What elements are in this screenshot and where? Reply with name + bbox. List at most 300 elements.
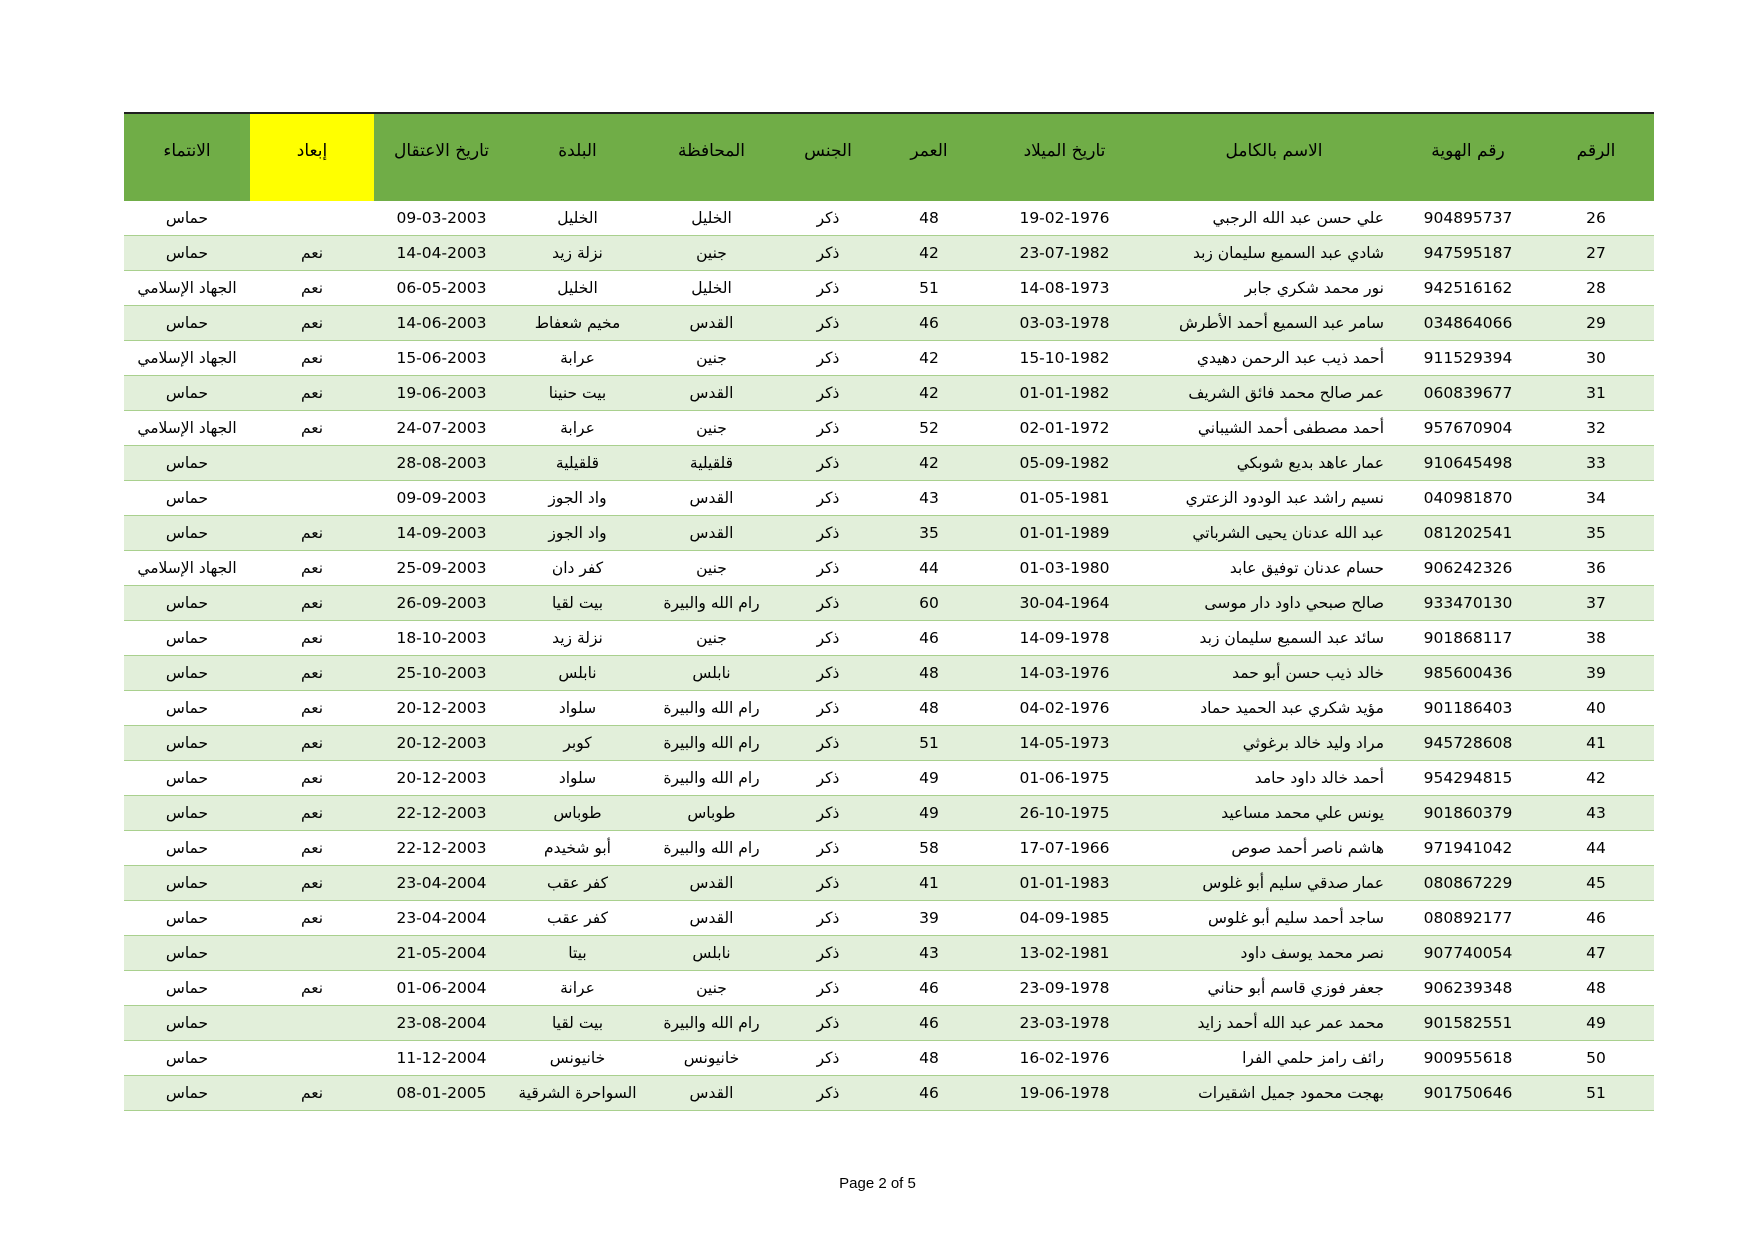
cell-arrest-date: 22-12-2003 <box>374 831 509 866</box>
table-row <box>124 376 1654 411</box>
cell-arrest-date: 24-07-2003 <box>374 411 509 446</box>
cell-age: 51 <box>879 726 979 761</box>
cell-id-number: 907740054 <box>1398 936 1538 971</box>
cell-birth-date: 26-10-1975 <box>979 796 1150 831</box>
cell-gender: ذكر <box>777 796 879 831</box>
cell-id-number: 957670904 <box>1398 411 1538 446</box>
cell-full-name: جعفر فوزي قاسم أبو حناني <box>1150 971 1398 1006</box>
cell-gender: ذكر <box>777 551 879 586</box>
cell-affiliation: حماس <box>124 971 250 1006</box>
cell-governorate: خانيونس <box>646 1041 777 1076</box>
cell-affiliation: حماس <box>124 691 250 726</box>
table-row <box>124 1076 1654 1111</box>
cell-deportation: نعم <box>250 271 374 306</box>
cell-id-number: 901868117 <box>1398 621 1538 656</box>
cell-full-name: أحمد ذيب عبد الرحمن دهيدي <box>1150 341 1398 376</box>
cell-full-name: عمار عاهد بديع شوبكي <box>1150 446 1398 481</box>
cell-id-number: 901186403 <box>1398 691 1538 726</box>
cell-deportation: نعم <box>250 551 374 586</box>
cell-governorate: القدس <box>646 481 777 516</box>
table-row <box>124 656 1654 691</box>
cell-full-name: مؤيد شكري عبد الحميد حماد <box>1150 691 1398 726</box>
cell-number: 30 <box>1538 341 1654 376</box>
cell-affiliation: الجهاد الإسلامي <box>124 341 250 376</box>
cell-birth-date: 14-03-1976 <box>979 656 1150 691</box>
cell-deportation: نعم <box>250 691 374 726</box>
cell-governorate: الخليل <box>646 271 777 306</box>
cell-gender: ذكر <box>777 831 879 866</box>
cell-arrest-date: 26-09-2003 <box>374 586 509 621</box>
cell-town: أبو شخيدم <box>509 831 646 866</box>
cell-gender: ذكر <box>777 1006 879 1041</box>
cell-governorate: القدس <box>646 306 777 341</box>
cell-deportation: نعم <box>250 796 374 831</box>
cell-id-number: 080892177 <box>1398 901 1538 936</box>
cell-age: 46 <box>879 621 979 656</box>
cell-arrest-date: 23-08-2004 <box>374 1006 509 1041</box>
cell-id-number: 080867229 <box>1398 866 1538 901</box>
cell-full-name: شادي عبد السميع سليمان زبد <box>1150 236 1398 271</box>
cell-age: 42 <box>879 446 979 481</box>
cell-arrest-date: 25-10-2003 <box>374 656 509 691</box>
cell-birth-date: 05-09-1982 <box>979 446 1150 481</box>
cell-age: 42 <box>879 341 979 376</box>
cell-arrest-date: 01-06-2004 <box>374 971 509 1006</box>
cell-deportation <box>250 201 374 236</box>
cell-age: 48 <box>879 691 979 726</box>
page-number-label: Page 2 of 5 <box>839 1175 916 1192</box>
cell-birth-date: 01-03-1980 <box>979 551 1150 586</box>
cell-gender: ذكر <box>777 936 879 971</box>
cell-birth-date: 01-01-1983 <box>979 866 1150 901</box>
cell-arrest-date: 19-06-2003 <box>374 376 509 411</box>
cell-town: عرابة <box>509 341 646 376</box>
cell-deportation: نعم <box>250 901 374 936</box>
cell-gender: ذكر <box>777 446 879 481</box>
cell-age: 39 <box>879 901 979 936</box>
cell-age: 49 <box>879 761 979 796</box>
cell-birth-date: 14-08-1973 <box>979 271 1150 306</box>
cell-arrest-date: 11-12-2004 <box>374 1041 509 1076</box>
cell-id-number: 901860379 <box>1398 796 1538 831</box>
cell-birth-date: 23-09-1978 <box>979 971 1150 1006</box>
cell-governorate: رام الله والبيرة <box>646 1006 777 1041</box>
cell-age: 42 <box>879 376 979 411</box>
cell-town: مخيم شعفاط <box>509 306 646 341</box>
cell-number: 44 <box>1538 831 1654 866</box>
cell-town: قلقيلية <box>509 446 646 481</box>
header-number: الرقم <box>1538 113 1654 201</box>
cell-full-name: أحمد خالد داود حامد <box>1150 761 1398 796</box>
cell-deportation <box>250 1006 374 1041</box>
cell-age: 51 <box>879 271 979 306</box>
cell-affiliation: حماس <box>124 1006 250 1041</box>
cell-age: 58 <box>879 831 979 866</box>
cell-governorate: جنين <box>646 971 777 1006</box>
cell-affiliation: الجهاد الإسلامي <box>124 411 250 446</box>
header-arrest-date: تاريخ الاعتقال <box>374 113 509 201</box>
cell-town: خانيونس <box>509 1041 646 1076</box>
cell-id-number: 933470130 <box>1398 586 1538 621</box>
cell-id-number: 985600436 <box>1398 656 1538 691</box>
cell-birth-date: 01-05-1981 <box>979 481 1150 516</box>
cell-gender: ذكر <box>777 201 879 236</box>
cell-governorate: القدس <box>646 376 777 411</box>
cell-town: واد الجوز <box>509 481 646 516</box>
cell-number: 47 <box>1538 936 1654 971</box>
table-row <box>124 1041 1654 1076</box>
cell-town: كفر عقب <box>509 901 646 936</box>
cell-birth-date: 23-03-1978 <box>979 1006 1150 1041</box>
cell-birth-date: 15-10-1982 <box>979 341 1150 376</box>
cell-deportation: نعم <box>250 1076 374 1111</box>
cell-id-number: 906239348 <box>1398 971 1538 1006</box>
cell-affiliation: حماس <box>124 796 250 831</box>
cell-number: 35 <box>1538 516 1654 551</box>
cell-affiliation: حماس <box>124 726 250 761</box>
cell-arrest-date: 20-12-2003 <box>374 761 509 796</box>
page-footer <box>0 1175 1755 1192</box>
cell-deportation: نعم <box>250 236 374 271</box>
cell-birth-date: 14-05-1973 <box>979 726 1150 761</box>
cell-town: سلواد <box>509 691 646 726</box>
cell-affiliation: حماس <box>124 306 250 341</box>
cell-age: 42 <box>879 236 979 271</box>
cell-arrest-date: 06-05-2003 <box>374 271 509 306</box>
cell-affiliation: حماس <box>124 831 250 866</box>
header-deportation: إبعاد <box>250 113 374 201</box>
table-row <box>124 446 1654 481</box>
cell-age: 49 <box>879 796 979 831</box>
cell-number: 28 <box>1538 271 1654 306</box>
cell-deportation: نعم <box>250 341 374 376</box>
cell-arrest-date: 23-04-2004 <box>374 866 509 901</box>
cell-gender: ذكر <box>777 516 879 551</box>
cell-full-name: نسيم راشد عبد الودود الزعتري <box>1150 481 1398 516</box>
cell-town: بيت لقيا <box>509 586 646 621</box>
cell-deportation <box>250 446 374 481</box>
cell-gender: ذكر <box>777 761 879 796</box>
cell-governorate: القدس <box>646 866 777 901</box>
cell-birth-date: 02-01-1972 <box>979 411 1150 446</box>
cell-id-number: 942516162 <box>1398 271 1538 306</box>
cell-number: 40 <box>1538 691 1654 726</box>
cell-governorate: رام الله والبيرة <box>646 691 777 726</box>
cell-full-name: سامر عبد السميع أحمد الأطرش <box>1150 306 1398 341</box>
cell-affiliation: حماس <box>124 481 250 516</box>
cell-age: 48 <box>879 1041 979 1076</box>
cell-governorate: القدس <box>646 1076 777 1111</box>
cell-gender: ذكر <box>777 866 879 901</box>
cell-id-number: 906242326 <box>1398 551 1538 586</box>
cell-town: نزلة زيد <box>509 236 646 271</box>
cell-arrest-date: 09-09-2003 <box>374 481 509 516</box>
cell-deportation: نعم <box>250 831 374 866</box>
cell-arrest-date: 20-12-2003 <box>374 726 509 761</box>
table-row <box>124 341 1654 376</box>
cell-gender: ذكر <box>777 586 879 621</box>
cell-number: 45 <box>1538 866 1654 901</box>
cell-affiliation: الجهاد الإسلامي <box>124 271 250 306</box>
cell-age: 48 <box>879 201 979 236</box>
cell-arrest-date: 14-09-2003 <box>374 516 509 551</box>
cell-gender: ذكر <box>777 1076 879 1111</box>
cell-gender: ذكر <box>777 306 879 341</box>
cell-town: طوباس <box>509 796 646 831</box>
table-row <box>124 691 1654 726</box>
cell-deportation: نعم <box>250 761 374 796</box>
cell-town: الخليل <box>509 271 646 306</box>
cell-arrest-date: 18-10-2003 <box>374 621 509 656</box>
cell-affiliation: الجهاد الإسلامي <box>124 551 250 586</box>
cell-age: 43 <box>879 936 979 971</box>
cell-deportation <box>250 1041 374 1076</box>
cell-arrest-date: 22-12-2003 <box>374 796 509 831</box>
table-row <box>124 761 1654 796</box>
header-age: العمر <box>879 113 979 201</box>
cell-number: 51 <box>1538 1076 1654 1111</box>
cell-affiliation: حماس <box>124 866 250 901</box>
cell-arrest-date: 09-03-2003 <box>374 201 509 236</box>
header-affiliation: الانتماء <box>124 113 250 201</box>
cell-full-name: رائف رامز حلمي الفرا <box>1150 1041 1398 1076</box>
cell-town: عرانة <box>509 971 646 1006</box>
cell-affiliation: حماس <box>124 1076 250 1111</box>
cell-gender: ذكر <box>777 621 879 656</box>
cell-id-number: 911529394 <box>1398 341 1538 376</box>
table-row <box>124 621 1654 656</box>
cell-arrest-date: 28-08-2003 <box>374 446 509 481</box>
table-row <box>124 586 1654 621</box>
cell-affiliation: حماس <box>124 201 250 236</box>
cell-number: 38 <box>1538 621 1654 656</box>
cell-governorate: رام الله والبيرة <box>646 586 777 621</box>
cell-governorate: رام الله والبيرة <box>646 761 777 796</box>
cell-id-number: 904895737 <box>1398 201 1538 236</box>
cell-number: 39 <box>1538 656 1654 691</box>
cell-age: 48 <box>879 656 979 691</box>
cell-number: 32 <box>1538 411 1654 446</box>
cell-full-name: عبد الله عدنان يحيى الشرباتي <box>1150 516 1398 551</box>
cell-deportation: نعم <box>250 516 374 551</box>
cell-governorate: رام الله والبيرة <box>646 726 777 761</box>
detainees-table <box>124 112 1654 1111</box>
cell-age: 43 <box>879 481 979 516</box>
cell-birth-date: 23-07-1982 <box>979 236 1150 271</box>
cell-affiliation: حماس <box>124 901 250 936</box>
table-row <box>124 516 1654 551</box>
header-town: البلدة <box>509 113 646 201</box>
cell-gender: ذكر <box>777 376 879 411</box>
table-row <box>124 271 1654 306</box>
cell-full-name: نصر محمد يوسف داود <box>1150 936 1398 971</box>
table-row <box>124 1006 1654 1041</box>
cell-id-number: 971941042 <box>1398 831 1538 866</box>
cell-deportation: نعم <box>250 586 374 621</box>
cell-arrest-date: 14-04-2003 <box>374 236 509 271</box>
cell-age: 46 <box>879 306 979 341</box>
header-id-number: رقم الهوية <box>1398 113 1538 201</box>
cell-town: كفر عقب <box>509 866 646 901</box>
cell-number: 26 <box>1538 201 1654 236</box>
cell-full-name: محمد عمر عبد الله أحمد زايد <box>1150 1006 1398 1041</box>
cell-full-name: عمار صدقي سليم أبو غلوس <box>1150 866 1398 901</box>
cell-birth-date: 13-02-1981 <box>979 936 1150 971</box>
cell-full-name: بهجت محمود جميل اشقيرات <box>1150 1076 1398 1111</box>
cell-affiliation: حماس <box>124 236 250 271</box>
cell-town: نزلة زيد <box>509 621 646 656</box>
cell-deportation: نعم <box>250 656 374 691</box>
cell-affiliation: حماس <box>124 516 250 551</box>
cell-full-name: نور محمد شكري جابر <box>1150 271 1398 306</box>
cell-arrest-date: 08-01-2005 <box>374 1076 509 1111</box>
cell-id-number: 901750646 <box>1398 1076 1538 1111</box>
cell-gender: ذكر <box>777 481 879 516</box>
header-gender: الجنس <box>777 113 879 201</box>
cell-id-number: 034864066 <box>1398 306 1538 341</box>
cell-deportation <box>250 936 374 971</box>
cell-affiliation: حماس <box>124 621 250 656</box>
cell-age: 35 <box>879 516 979 551</box>
cell-deportation: نعم <box>250 306 374 341</box>
cell-gender: ذكر <box>777 691 879 726</box>
cell-deportation: نعم <box>250 621 374 656</box>
table-row <box>124 411 1654 446</box>
cell-number: 34 <box>1538 481 1654 516</box>
cell-arrest-date: 20-12-2003 <box>374 691 509 726</box>
cell-id-number: 060839677 <box>1398 376 1538 411</box>
table-row <box>124 971 1654 1006</box>
cell-id-number: 910645498 <box>1398 446 1538 481</box>
cell-number: 49 <box>1538 1006 1654 1041</box>
cell-gender: ذكر <box>777 236 879 271</box>
cell-affiliation: حماس <box>124 376 250 411</box>
cell-governorate: رام الله والبيرة <box>646 831 777 866</box>
cell-number: 31 <box>1538 376 1654 411</box>
table-row <box>124 481 1654 516</box>
cell-arrest-date: 23-04-2004 <box>374 901 509 936</box>
header-birth-date: تاريخ الميلاد <box>979 113 1150 201</box>
cell-full-name: حسام عدنان توفيق عابد <box>1150 551 1398 586</box>
cell-number: 36 <box>1538 551 1654 586</box>
cell-birth-date: 17-07-1966 <box>979 831 1150 866</box>
cell-age: 46 <box>879 1006 979 1041</box>
cell-arrest-date: 14-06-2003 <box>374 306 509 341</box>
table-row <box>124 796 1654 831</box>
cell-birth-date: 16-02-1976 <box>979 1041 1150 1076</box>
cell-full-name: ساجد أحمد سليم أبو غلوس <box>1150 901 1398 936</box>
table-row <box>124 831 1654 866</box>
cell-age: 52 <box>879 411 979 446</box>
cell-id-number: 954294815 <box>1398 761 1538 796</box>
cell-birth-date: 30-04-1964 <box>979 586 1150 621</box>
table-row <box>124 901 1654 936</box>
cell-town: عرابة <box>509 411 646 446</box>
cell-governorate: القدس <box>646 516 777 551</box>
header-full-name: الاسم بالكامل <box>1150 113 1398 201</box>
cell-id-number: 040981870 <box>1398 481 1538 516</box>
cell-age: 41 <box>879 866 979 901</box>
cell-gender: ذكر <box>777 656 879 691</box>
table-row <box>124 201 1654 236</box>
cell-town: نابلس <box>509 656 646 691</box>
cell-affiliation: حماس <box>124 446 250 481</box>
cell-deportation: نعم <box>250 376 374 411</box>
cell-id-number: 081202541 <box>1398 516 1538 551</box>
cell-gender: ذكر <box>777 726 879 761</box>
cell-number: 48 <box>1538 971 1654 1006</box>
cell-town: بيت حنينا <box>509 376 646 411</box>
cell-id-number: 945728608 <box>1398 726 1538 761</box>
cell-arrest-date: 21-05-2004 <box>374 936 509 971</box>
cell-id-number: 901582551 <box>1398 1006 1538 1041</box>
cell-full-name: سائد عبد السميع سليمان زبد <box>1150 621 1398 656</box>
cell-age: 44 <box>879 551 979 586</box>
cell-affiliation: حماس <box>124 1041 250 1076</box>
cell-birth-date: 14-09-1978 <box>979 621 1150 656</box>
cell-birth-date: 03-03-1978 <box>979 306 1150 341</box>
cell-birth-date: 01-01-1989 <box>979 516 1150 551</box>
cell-governorate: نابلس <box>646 656 777 691</box>
cell-number: 50 <box>1538 1041 1654 1076</box>
cell-deportation: نعم <box>250 866 374 901</box>
header-governorate: المحافظة <box>646 113 777 201</box>
cell-governorate: جنين <box>646 621 777 656</box>
cell-governorate: نابلس <box>646 936 777 971</box>
cell-town: واد الجوز <box>509 516 646 551</box>
table-row <box>124 551 1654 586</box>
cell-number: 43 <box>1538 796 1654 831</box>
cell-number: 41 <box>1538 726 1654 761</box>
cell-gender: ذكر <box>777 971 879 1006</box>
cell-id-number: 947595187 <box>1398 236 1538 271</box>
cell-age: 60 <box>879 586 979 621</box>
cell-full-name: علي حسن عبد الله الرجبي <box>1150 201 1398 236</box>
cell-full-name: أحمد مصطفى أحمد الشيباني <box>1150 411 1398 446</box>
cell-governorate: جنين <box>646 411 777 446</box>
cell-full-name: صالح صبحي داود دار موسى <box>1150 586 1398 621</box>
cell-full-name: يونس علي محمد مساعيد <box>1150 796 1398 831</box>
cell-age: 46 <box>879 1076 979 1111</box>
cell-id-number: 900955618 <box>1398 1041 1538 1076</box>
cell-town: بيت لقيا <box>509 1006 646 1041</box>
cell-age: 46 <box>879 971 979 1006</box>
cell-arrest-date: 25-09-2003 <box>374 551 509 586</box>
cell-full-name: خالد ذيب حسن أبو حمد <box>1150 656 1398 691</box>
cell-governorate: جنين <box>646 341 777 376</box>
cell-deportation <box>250 481 374 516</box>
cell-town: بيتا <box>509 936 646 971</box>
cell-birth-date: 04-02-1976 <box>979 691 1150 726</box>
cell-number: 46 <box>1538 901 1654 936</box>
cell-birth-date: 19-02-1976 <box>979 201 1150 236</box>
cell-gender: ذكر <box>777 1041 879 1076</box>
cell-gender: ذكر <box>777 411 879 446</box>
table-row <box>124 866 1654 901</box>
cell-number: 27 <box>1538 236 1654 271</box>
cell-affiliation: حماس <box>124 761 250 796</box>
cell-governorate: جنين <box>646 236 777 271</box>
cell-birth-date: 04-09-1985 <box>979 901 1150 936</box>
cell-deportation: نعم <box>250 971 374 1006</box>
cell-governorate: الخليل <box>646 201 777 236</box>
cell-gender: ذكر <box>777 341 879 376</box>
cell-full-name: هاشم ناصر أحمد صوص <box>1150 831 1398 866</box>
cell-birth-date: 19-06-1978 <box>979 1076 1150 1111</box>
cell-town: السواحرة الشرقية <box>509 1076 646 1111</box>
cell-town: الخليل <box>509 201 646 236</box>
table-header-row <box>124 113 1654 201</box>
